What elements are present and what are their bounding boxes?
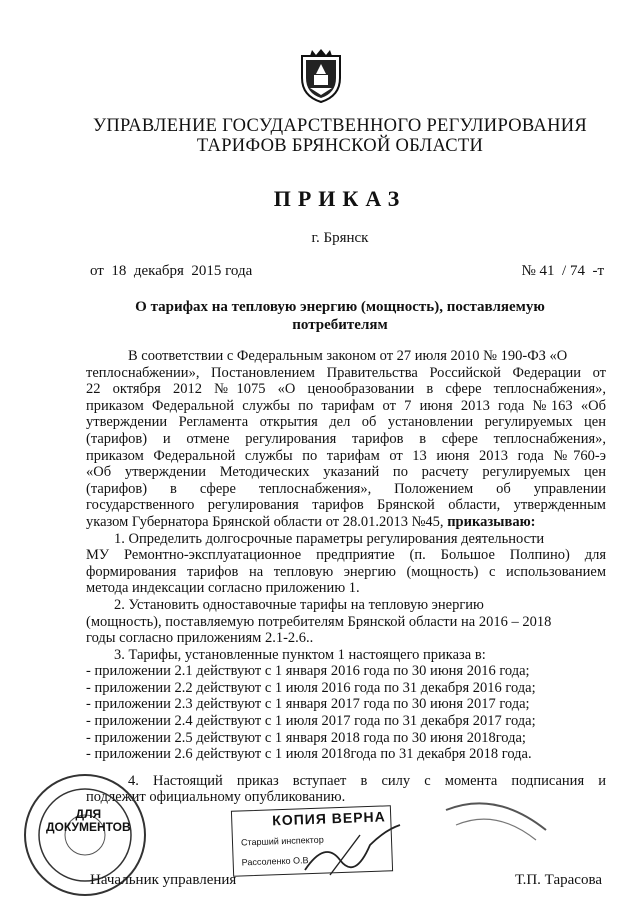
item3-list-item: - приложении 2.2 действуют с 1 июля 2016 года по 31 декабря 2016 года; bbox=[86, 679, 536, 696]
preamble-line: В соответствии с Федеральным законом от 27 июля 2010 № 190-ФЗ «О bbox=[128, 348, 568, 364]
item3-list-item: - приложении 2.5 действуют с 1 января 2018 года по 30 июня 2018года; bbox=[86, 729, 526, 746]
item3-list-item: - приложении 2.1 действуют с 1 января 2016 года по 30 июня 2016 года; bbox=[86, 663, 530, 680]
item4-line: подлежит официальному опубликованию. bbox=[86, 789, 346, 806]
copy-stamp-title: КОПИЯ ВЕРНА bbox=[271, 808, 386, 829]
item1-line: МУ Ремонтно-эксплуатационное предприятие (п. Большое Полпино) для bbox=[86, 547, 606, 564]
item1-line: 1. Определить долгосрочные параметры регулирования деятельности bbox=[114, 530, 545, 547]
document-subject bbox=[80, 298, 600, 334]
document-body bbox=[86, 348, 606, 806]
subject-line: потребителям bbox=[292, 317, 388, 333]
item4-line: 4. Настоящий приказ вступает в силу с момента подписания и bbox=[128, 772, 606, 789]
copy-stamp-name: Рассоленко О.В. bbox=[241, 855, 312, 868]
item2-line: 2. Установить одноставочные тарифы на тепловую энергию bbox=[114, 596, 484, 613]
item2-line: годы согласно приложениям 2.1-2.6.. bbox=[86, 630, 314, 647]
item3-list-item: - приложении 2.4 действуют с 1 июля 2017 года по 31 декабря 2017 года; bbox=[86, 713, 536, 730]
preamble-line: приказом Федеральной службы по тарифам от 7 июня 2013 года №163 «Об bbox=[86, 397, 606, 414]
item3-list-item: - приложении 2.6 действуют с 1 июля 2018года по 31 декабря 2018 года. bbox=[86, 746, 532, 763]
document-city: г. Брянск bbox=[311, 230, 369, 246]
seal-label: ДЛЯ ДОКУМЕНТОВ bbox=[46, 807, 131, 834]
signatory-name: Т.П. Тарасова bbox=[514, 872, 602, 888]
organization-name-line1: УПРАВЛЕНИЕ ГОСУДАРСТВЕННОГО РЕГУЛИРОВАНИЯ bbox=[92, 116, 588, 136]
item3-list-item: - приложении 2.3 действуют с 1 января 2017 года по 30 июня 2017 года; bbox=[86, 696, 530, 713]
partial-round-stamp-icon bbox=[436, 800, 556, 880]
preamble-line: 22 октября 2012 №1075 «О ценообразовании в сфере теплоснабжения», bbox=[86, 381, 606, 398]
preamble-line: государственного регулирования тарифов Брянской области, утвержденным bbox=[86, 497, 606, 514]
item2-line: (мощность), поставляемую потребителям Брянской области на 2016 – 2018 bbox=[86, 613, 552, 630]
preamble-last-text: указом Губернатора Брянской области от 28.01.2013 №45, bbox=[86, 513, 444, 530]
order-verb: приказываю: bbox=[447, 513, 536, 530]
preamble-line: (тарифов) в сфере теплоснабжения», Положением об управлении bbox=[86, 480, 606, 497]
document-date: от 18 декабря 2015 года bbox=[90, 263, 253, 279]
organization-name-line2: ТАРИФОВ БРЯНСКОЙ ОБЛАСТИ bbox=[196, 136, 484, 156]
item1-line: формирования тарифов на тепловую энергию (мощность) с использованием bbox=[86, 563, 606, 580]
item3-heading: 3. Тарифы, установленные пунктом 1 настоящего приказа в: bbox=[114, 646, 486, 663]
handwritten-signature-icon bbox=[300, 820, 410, 880]
preamble-line bbox=[86, 514, 606, 531]
preamble-line: утверждении Регламента открытия дел об установлении регулируемых цен bbox=[86, 414, 606, 431]
preamble-line: (тарифов) и отмене регулирования тарифов в сфере теплоснабжения», bbox=[86, 430, 606, 447]
document-title: ПРИКАЗ bbox=[273, 186, 407, 211]
signatory-position: Начальник управления bbox=[90, 872, 237, 888]
copy-stamp-role: Старший инспектор bbox=[240, 834, 324, 848]
subject-line: О тарифах на тепловую энергию (мощность), поставляемую bbox=[135, 299, 545, 315]
preamble-line: теплоснабжении», Постановлением Правительства Российской Федерации от bbox=[86, 364, 606, 381]
document-number: № 41 / 74 -т bbox=[521, 263, 604, 279]
bryansk-coat-of-arms-icon bbox=[296, 48, 346, 104]
preamble-line: «Об утверждении Методических указаний по расчету регулируемых цен bbox=[86, 464, 606, 481]
item1-line: метода индексации согласно приложению 1. bbox=[86, 580, 360, 597]
preamble-line: приказом Федеральной службы по тарифам от 13 июня 2013 года №760-э bbox=[86, 447, 606, 464]
